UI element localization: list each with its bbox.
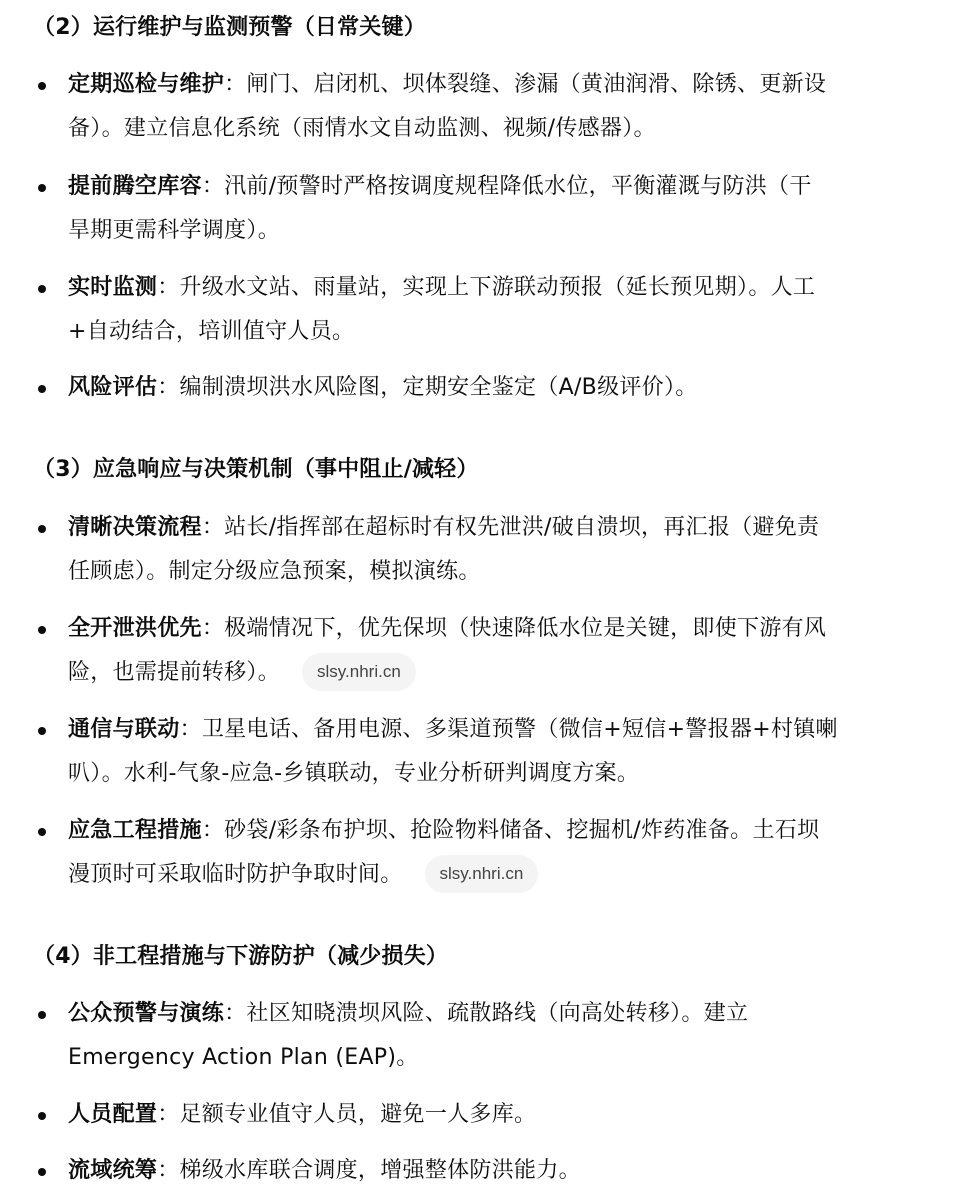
source-link-chip[interactable]: slsy.nhri.cn	[302, 653, 416, 691]
bullet-dot	[38, 727, 46, 735]
item-separator: ：	[201, 174, 225, 199]
item-separator: ：	[157, 1102, 180, 1127]
bullet-dot	[38, 828, 46, 836]
bullet-dot	[38, 82, 46, 90]
item-text-continuation: 叭）。水利-气象-应急-乡镇联动，专业分析研判调度方案。	[68, 761, 640, 786]
item-term: 全开泄洪优先	[68, 616, 202, 641]
item-term: 通信与联动	[68, 717, 180, 742]
item-term: 流域统筹	[68, 1158, 158, 1183]
list-item	[68, 607, 948, 695]
item-text: 升级水文站、雨量站，实现上下游联动预报（延长预见期）。人工	[179, 275, 816, 300]
item-text: 梯级水库联合调度，增强整体防洪能力。	[179, 1158, 581, 1183]
item-text: 站长/指挥部在超标时有权先泄洪/破自溃坝，再汇报（避免责	[224, 515, 820, 540]
section-heading: （4）非工程措施与下游防护（减少损失）	[33, 944, 449, 969]
list-item	[68, 63, 948, 151]
item-text-continuation: 旱期更需科学调度）。	[68, 218, 281, 243]
list-item	[68, 506, 948, 594]
item-text: 极端情况下，优先保坝（快速降低水位是关键，即使下游有风	[224, 616, 827, 641]
item-separator: ：	[179, 717, 202, 742]
item-text: 闸门、启闭机、坝体裂缝、渗漏（黄油润滑、除锈、更新设	[246, 72, 827, 97]
item-term: 人员配置	[68, 1102, 158, 1127]
item-separator: ：	[224, 72, 247, 97]
item-text-continuation: +自动结合，培训值守人员。	[68, 319, 355, 344]
list-item	[68, 1093, 948, 1137]
list-item	[68, 708, 948, 796]
bullet-dot	[38, 626, 46, 634]
list-item	[68, 366, 948, 410]
item-separator: ：	[157, 1158, 180, 1183]
item-text: 砂袋/彩条布护坝、抢险物料储备、挖掘机/炸药准备。土石坝	[224, 818, 820, 843]
bullet-dot	[38, 525, 46, 533]
item-text-continuation: 任顾虑）。制定分级应急预案，模拟演练。	[68, 559, 481, 584]
item-separator: ：	[157, 375, 180, 400]
item-text: 汛前/预警时严格按调度规程降低水位，平衡灌溉与防洪（干	[224, 174, 812, 199]
item-term: 实时监测	[68, 275, 158, 300]
section-heading: （3）应急响应与决策机制（事中阻止/减轻）	[33, 457, 479, 482]
item-text-continuation: 漫顶时可采取临时防护争取时间。	[68, 862, 403, 887]
bullet-dot	[38, 1112, 46, 1120]
bullet-dot	[38, 1011, 46, 1019]
bullet-dot	[38, 184, 46, 192]
source-link-chip[interactable]: slsy.nhri.cn	[425, 855, 539, 893]
item-text: 足额专业值守人员，避免一人多库。	[179, 1102, 537, 1127]
section-heading: （2）运行维护与监测预警（日常关键）	[33, 15, 426, 40]
list-item	[68, 165, 948, 253]
item-separator: ：	[224, 1001, 247, 1026]
item-term: 清晰决策流程	[68, 515, 202, 540]
item-separator: ：	[157, 275, 180, 300]
item-text: 社区知晓溃坝风险、疏散路线（向高处转移）。建立	[246, 1001, 749, 1026]
item-text: 卫星电话、备用电源、多渠道预警（微信+短信+警报器+村镇喇	[201, 717, 838, 742]
item-separator: ：	[201, 818, 225, 843]
item-term: 应急工程措施	[68, 818, 202, 843]
item-text-continuation: 险，也需提前转移）。	[68, 660, 281, 685]
list-item	[68, 809, 948, 897]
list-item	[68, 992, 948, 1080]
bullet-dot	[38, 385, 46, 393]
bullet-dot	[38, 1168, 46, 1176]
item-term: 定期巡检与维护	[68, 72, 225, 97]
list-item	[68, 1149, 948, 1193]
list-item	[68, 266, 948, 354]
item-text-continuation: 备）。建立信息化系统（雨情水文自动监测、视频/传感器）。	[68, 116, 656, 141]
item-term: 风险评估	[68, 375, 158, 400]
item-separator: ：	[201, 616, 225, 641]
item-text-continuation: Emergency Action Plan (EAP)。	[68, 1045, 419, 1070]
bullet-dot	[38, 285, 46, 293]
item-term: 公众预警与演练	[68, 1001, 225, 1026]
item-separator: ：	[201, 515, 225, 540]
item-term: 提前腾空库容	[68, 174, 202, 199]
item-text: 编制溃坝洪水风险图，定期安全鉴定（A/B级评价）。	[179, 375, 698, 400]
